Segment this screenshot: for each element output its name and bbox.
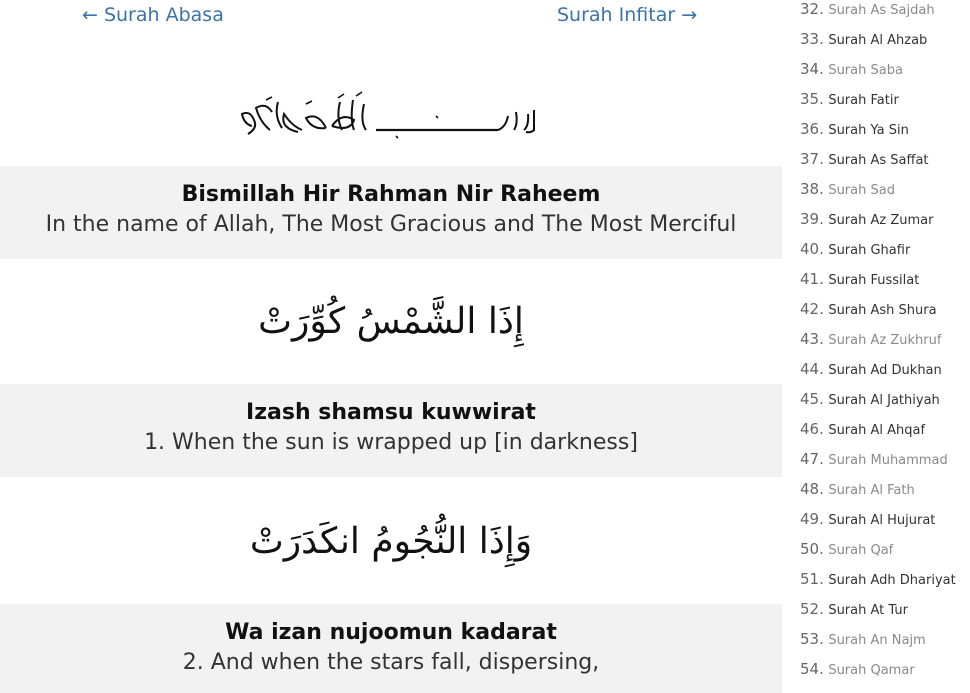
surah-link[interactable]: Surah Az Zukhruf xyxy=(828,333,942,348)
surah-list-item xyxy=(786,204,933,234)
surah-number: 51. xyxy=(800,570,824,588)
surah-number: 38. xyxy=(800,180,824,198)
surah-number: 47. xyxy=(800,450,824,468)
bismillah-calligraphy-image xyxy=(236,86,546,142)
surah-link[interactable]: Surah Al Hujurat xyxy=(828,513,936,528)
surah-link[interactable]: Surah Al Ahqaf xyxy=(828,423,926,438)
surah-number: 33. xyxy=(800,30,824,48)
surah-link[interactable]: Surah Muhammad xyxy=(828,453,948,468)
surah-link[interactable]: Surah Ghafir xyxy=(828,243,911,258)
surah-number: 52. xyxy=(800,600,824,618)
surah-number: 41. xyxy=(800,270,824,288)
surah-number: 53. xyxy=(800,630,824,648)
surah-number: 39. xyxy=(800,210,824,228)
surah-number: 46. xyxy=(800,420,824,438)
surah-list-item xyxy=(786,414,925,444)
surah-list-item xyxy=(786,54,903,84)
surah-link[interactable]: Surah An Najm xyxy=(828,633,926,648)
surah-link[interactable]: Surah Ad Dukhan xyxy=(828,363,942,378)
surah-link[interactable]: Surah At Tur xyxy=(828,603,908,618)
surah-link[interactable]: Surah Adh Dhariyat xyxy=(828,573,956,588)
surah-number: 44. xyxy=(800,360,824,378)
surah-link[interactable]: Surah Saba xyxy=(828,63,903,78)
surah-number: 54. xyxy=(800,660,824,678)
surah-list-item xyxy=(786,84,899,114)
bismillah-translation-block xyxy=(0,166,782,259)
surah-number: 48. xyxy=(800,480,824,498)
surah-list-item xyxy=(786,624,926,654)
surah-list-item xyxy=(786,444,948,474)
verse-2-translation-block xyxy=(0,604,782,693)
surah-link[interactable]: Surah Fatir xyxy=(828,93,899,108)
surah-link[interactable]: Surah Al Fath xyxy=(828,483,915,498)
surah-list-item xyxy=(786,324,941,354)
surah-list-item xyxy=(786,264,919,294)
surah-number: 34. xyxy=(800,60,824,78)
surah-list-item xyxy=(786,504,935,534)
surah-list-item xyxy=(786,474,915,504)
surah-list-item xyxy=(786,24,927,54)
surah-link[interactable]: Surah Al Ahzab xyxy=(828,33,928,48)
surah-list-item xyxy=(786,594,908,624)
surah-list-item xyxy=(786,0,935,24)
surah-list-item xyxy=(786,294,937,324)
verse-1-arabic: إِذَا الشَّمْسُ كُوِّرَتْ xyxy=(258,301,524,342)
surah-list-item xyxy=(786,174,895,204)
surah-number: 50. xyxy=(800,540,824,558)
surah-link[interactable]: Surah Sad xyxy=(828,183,895,198)
bismillah-transliteration: Bismillah Hir Rahman Nir Raheem xyxy=(181,182,601,207)
surah-number: 37. xyxy=(800,150,824,168)
bismillah-calligraphy xyxy=(236,86,546,142)
surah-list-item xyxy=(786,564,956,594)
surah-link[interactable]: Surah Qamar xyxy=(828,663,915,678)
prev-surah-link[interactable]: ← Surah Abasa xyxy=(82,4,224,26)
surah-number: 36. xyxy=(800,120,824,138)
surah-list-item xyxy=(786,354,942,384)
surah-link[interactable]: Surah Fussilat xyxy=(828,273,920,288)
surah-list-item xyxy=(786,384,940,414)
verse-1-translation: 1. When the sun is wrapped up [in darkness] xyxy=(144,430,638,455)
verse-1-translation-block xyxy=(0,384,782,477)
surah-number: 32. xyxy=(800,0,824,18)
surah-link[interactable]: Surah Ash Shura xyxy=(828,303,937,318)
surah-number: 49. xyxy=(800,510,824,528)
surah-link[interactable]: Surah As Sajdah xyxy=(828,3,935,18)
surah-number: 35. xyxy=(800,90,824,108)
surah-number: 45. xyxy=(800,390,824,408)
surah-list-item xyxy=(786,234,910,264)
surah-number: 40. xyxy=(800,240,824,258)
surah-number: 43. xyxy=(800,330,824,348)
verse-2-transliteration: Wa izan nujoomun kadarat xyxy=(225,620,557,645)
verse-2-arabic: وَإِذَا النُّجُومُ انكَدَرَتْ xyxy=(249,521,533,562)
surah-link[interactable]: Surah Ya Sin xyxy=(828,123,909,138)
surah-list-item xyxy=(786,144,929,174)
surah-link[interactable]: Surah Al Jathiyah xyxy=(828,393,940,408)
surah-list-sidebar xyxy=(786,0,970,693)
surah-link[interactable]: Surah Qaf xyxy=(828,543,894,558)
bismillah-translation: In the name of Allah, The Most Gracious and The Most Merciful xyxy=(45,212,737,237)
verse-1-transliteration: Izash shamsu kuwwirat xyxy=(246,400,536,425)
verse-2-translation: 2. And when the stars fall, dispersing, xyxy=(182,650,600,675)
next-surah-link[interactable]: Surah Infitar → xyxy=(557,4,698,26)
surah-list-item xyxy=(786,534,893,564)
surah-link[interactable]: Surah As Saffat xyxy=(828,153,929,168)
surah-list-item xyxy=(786,114,909,144)
surah-link[interactable]: Surah Az Zumar xyxy=(828,213,934,228)
surah-list-item xyxy=(786,654,915,684)
surah-number: 42. xyxy=(800,300,824,318)
